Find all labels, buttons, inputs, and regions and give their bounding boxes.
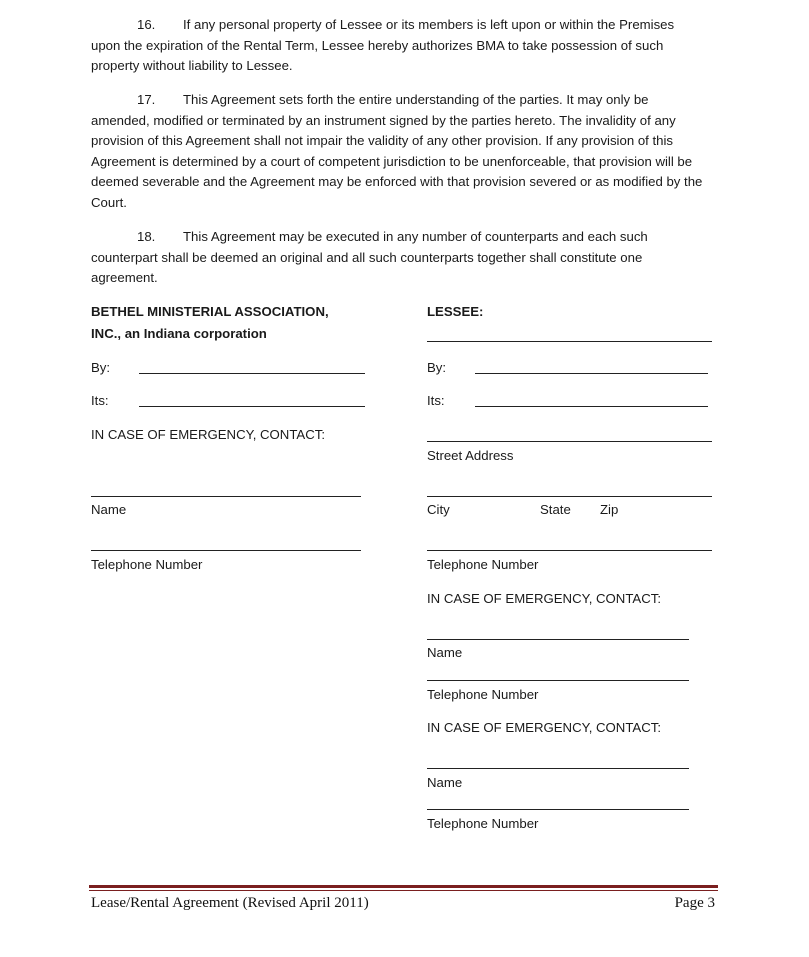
- lessee-by-label: By:: [427, 360, 447, 375]
- lessor-by-signature-line[interactable]: [139, 373, 365, 374]
- lessee-phone-line[interactable]: [427, 550, 712, 551]
- paragraph-17: [91, 90, 703, 214]
- lessor-by-label: By:: [91, 360, 111, 375]
- paragraph-text: This Agreement sets forth the entire understanding of the parties. It may only be amended, modified or terminated by an instrument signed by the parties hereto. The invalidity of any provision of this Agreement shall not impair the validity of any other provision. If any provision of this Agreement is determined by a court of competent jurisdiction to be unenforceable, that provision will be deemed severable and the Agreement may be enforced with that provision severed or as modified by the Court.: [91, 92, 703, 210]
- paragraph-text: If any personal property of Lessee or its members is left upon or within the Premises upon the expiration of the Rental Term, Lessee hereby authorizes BMA to take possession of such property without liability to Lessee.: [91, 17, 675, 74]
- paragraph-text: This Agreement may be executed in any number of counterparts and each such counterpart shall be deemed an original and all such counterparts together shall constitute one agreement.: [91, 229, 648, 286]
- paragraph-16: [91, 15, 703, 77]
- paragraph-number: 16.: [137, 17, 156, 32]
- lessee-emergency1-phone-line[interactable]: [427, 680, 689, 681]
- lessee-state-label: State: [540, 502, 571, 517]
- lessee-phone-label: Telephone Number: [427, 557, 539, 572]
- lessee-heading: LESSEE:: [427, 304, 484, 319]
- lessee-by-signature-line[interactable]: [475, 373, 708, 374]
- lessee-emergency2-name-line[interactable]: [427, 768, 689, 769]
- lessor-emergency-phone-line[interactable]: [91, 550, 361, 551]
- lessor-name-line2: INC., an Indiana corporation: [91, 326, 267, 341]
- lessee-name-line[interactable]: [427, 341, 712, 342]
- lessor-its-line[interactable]: [139, 406, 365, 407]
- lessee-city-label: City: [427, 502, 450, 517]
- lessee-its-label: Its:: [427, 393, 445, 408]
- paragraph-number: 17.: [137, 92, 156, 107]
- lessee-emergency2-phone-line[interactable]: [427, 809, 689, 810]
- lessee-emergency2-name-label: Name: [427, 775, 463, 790]
- lessor-name-line1: BETHEL MINISTERIAL ASSOCIATION,: [91, 304, 329, 319]
- lessee-street-line[interactable]: [427, 441, 712, 442]
- lessor-emergency-name-line[interactable]: [91, 496, 361, 497]
- lessee-emergency1-heading: IN CASE OF EMERGENCY, CONTACT:: [427, 591, 661, 606]
- lessor-emergency-phone-label: Telephone Number: [91, 557, 203, 572]
- lessee-emergency1-name-line[interactable]: [427, 639, 689, 640]
- paragraph-18: [91, 227, 703, 289]
- lessee-zip-label: Zip: [600, 502, 619, 517]
- lessor-its-label: Its:: [91, 393, 109, 408]
- lessee-emergency2-heading: IN CASE OF EMERGENCY, CONTACT:: [427, 720, 661, 735]
- lessor-emergency-name-label: Name: [91, 502, 127, 517]
- footer-title: Lease/Rental Agreement (Revised April 2011): [91, 895, 369, 911]
- paragraph-number: 18.: [137, 229, 156, 244]
- lessee-emergency1-name-label: Name: [427, 645, 463, 660]
- lessee-its-line[interactable]: [475, 406, 708, 407]
- lessee-street-label: Street Address: [427, 448, 514, 463]
- lessee-emergency1-phone-label: Telephone Number: [427, 687, 539, 702]
- lessor-emergency-heading: IN CASE OF EMERGENCY, CONTACT:: [91, 427, 325, 442]
- footer-rule-thick: [89, 885, 718, 888]
- lessee-emergency2-phone-label: Telephone Number: [427, 816, 539, 831]
- lessee-city-state-zip-line[interactable]: [427, 496, 712, 497]
- footer-page-number: Page 3: [674, 895, 715, 911]
- footer-rule-thin: [89, 890, 718, 891]
